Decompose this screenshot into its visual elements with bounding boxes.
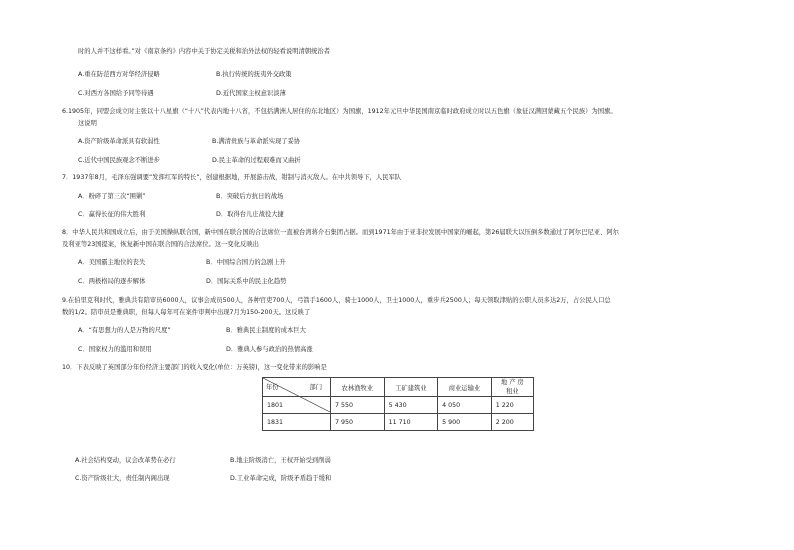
q5-stem-tail: 时的人并不这样看。”对《南京条约》内容中关于协定关税和治外法权的轻看说明清朝统治者 xyxy=(78,48,330,55)
q7-stem: 7．1937年8月，毛泽东强调要“发挥红军的特长”，创建根据地，开展游击战，钳制与消灭敌人。在中共领导下，人民军队 xyxy=(62,174,402,181)
table-row xyxy=(263,414,534,431)
q6-option-b: B.满清贵族与革命派实现了妥协 xyxy=(212,138,301,145)
table-cell: 4 050 xyxy=(438,397,492,414)
column-header: 农林渔牧业 xyxy=(331,378,385,397)
table-corner-cell xyxy=(263,378,331,397)
q8-stem-line-2: 及利亚等23国提案，恢复新中国在联合国的合法席位。这一变化反映出 xyxy=(62,241,259,248)
table-cell: 5 900 xyxy=(438,414,492,431)
q9-stem-line-2: 数的1/2。陪审员是雅典职，但每人每年可在案件审判中出现7月为150-200天。这反映了 xyxy=(62,309,311,316)
q10-stem: 10．下表反映了英国部分年份经济主要部门的收入变化(单位：万英镑)，这一变化带来的影响是 xyxy=(62,364,327,371)
q6-option-a: A.资产阶级革命派具有软弱性 xyxy=(78,138,160,145)
column-header-line: 租业 xyxy=(506,388,519,395)
table-cell: 2 200 xyxy=(491,414,533,431)
q8-stem-line-1: 8．中华人民共和国成立后，由于美国操纵联合国，新中国在联合国的合法席位一直被台湾蒋介石集团占据。而到1971年由于亚非拉发展中国家的崛起，第26届联大以压倒多数通过了阿尔巴尼亚、阿尔 xyxy=(62,229,619,236)
table-cell-year: 1801 xyxy=(263,397,331,414)
q9-option-a: A．“有思想力的人是万物的尺度” xyxy=(78,327,171,334)
q5-option-b: B.执行传统的抚夷外交政策 xyxy=(216,71,292,78)
q7-option-c: C．赢得长征的伟大胜利 xyxy=(78,211,146,218)
q7-option-a: A．粉碎了第三次“围剿” xyxy=(78,193,146,200)
q6-stem-line-1: 6.1905年，同盟会成立时主张以十八星旗（“十八”代表内地十八省，不包括满洲人居住的东北地区）为国旗，1912年元旦中华民国南京临时政府成立时以五色旗（象征汉满回蒙藏五个民族）为国旗。 xyxy=(62,108,617,115)
q9-option-d: D．雅典人参与政治的热情高涨 xyxy=(226,346,313,353)
table-cell: 11 710 xyxy=(384,414,438,431)
column-header-line: 地 产 房 xyxy=(500,379,524,386)
q5-option-a: A.重在防范西方对华经济侵略 xyxy=(78,71,160,78)
q6-stem-line-2: 这说明 xyxy=(78,120,97,127)
q6-option-d: D.民主革命的过程艰难而又曲折 xyxy=(212,157,301,164)
q10-option-d: D.工业革命完成，阶级矛盾趋于缓和 xyxy=(230,475,332,482)
q6-option-c: C.近代中国民族观念不断进步 xyxy=(78,157,160,164)
q10-option-a: A.社会结构变动，议会改革势在必行 xyxy=(75,457,176,464)
q8-option-a: A．美国霸主地位的丧失 xyxy=(78,259,146,266)
q8-option-c: C．两极格局的逐步解体 xyxy=(78,278,146,285)
q10-option-c: C.资产阶级壮大，责任制内阁出现 xyxy=(75,475,170,482)
table-cell: 7 550 xyxy=(331,397,385,414)
table-cell-year: 1831 xyxy=(263,414,331,431)
table-cell: 5 430 xyxy=(384,397,438,414)
table-cell: 1 220 xyxy=(491,397,533,414)
q8-option-b: B．中国综合国力的急剧上升 xyxy=(206,259,286,266)
column-header xyxy=(491,378,533,397)
corner-label-year: 年份 xyxy=(266,384,279,391)
column-header: 工矿建筑业 xyxy=(384,378,438,397)
q5-option-c: C.对西方各国给予同等待遇 xyxy=(78,90,154,97)
corner-label-sector: 部门 xyxy=(309,384,322,391)
q8-option-d: D．国际关系中的民主化趋势 xyxy=(206,278,287,285)
q7-option-d: D．取得台儿庄战役大捷 xyxy=(216,211,284,218)
q10-option-b: B.地主阶级消亡，王权开始受到削弱 xyxy=(230,457,331,464)
table-header-row xyxy=(263,378,534,397)
table-cell: 7 950 xyxy=(331,414,385,431)
q9-option-c: C．国家权力的滥用和误用 xyxy=(78,346,152,353)
q7-option-b: B．突破后方抗日的战场 xyxy=(216,193,284,200)
q5-option-d: D.近代国家主权意识淡薄 xyxy=(216,90,286,97)
column-header: 商业运输业 xyxy=(438,378,492,397)
q9-stem-line-1: 9.在伯里克利时代，雅典共有陪审员6000人，议事会成员500人，各种官吏700人，弓箭手1600人，骑士1000人，卫士1000人，重步兵2500人；每天领取津贴的公职人员多达2万，占公民人口总 xyxy=(62,297,611,304)
income-table xyxy=(262,377,534,431)
q9-option-b: B．雅典民主制度的成本巨大 xyxy=(226,327,306,334)
